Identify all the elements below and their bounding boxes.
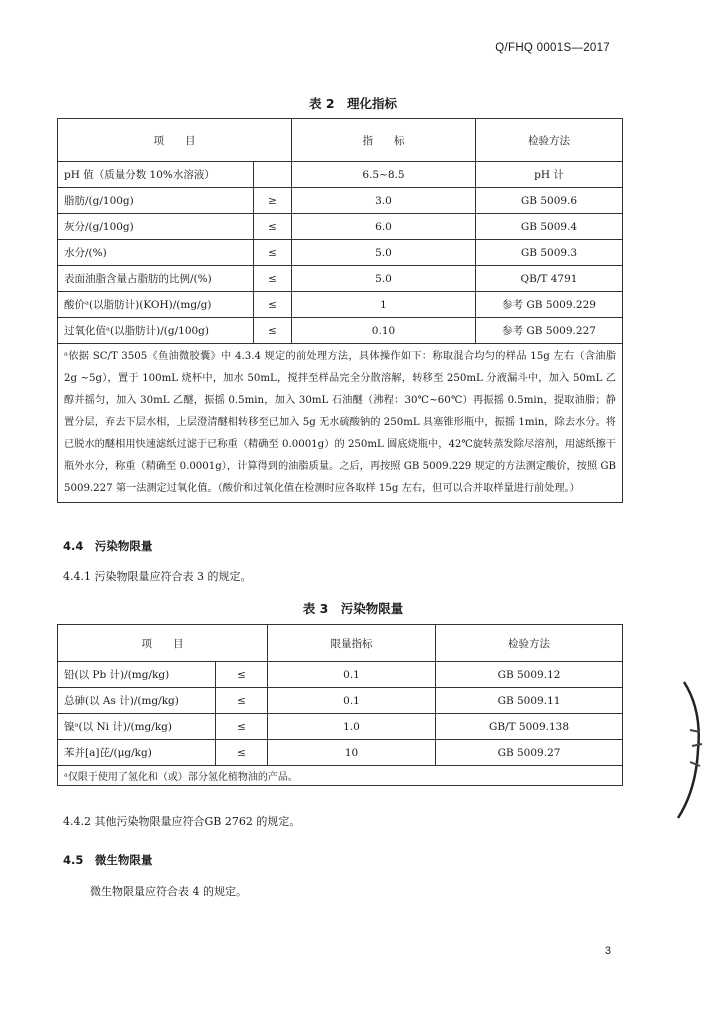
table3-header-row: [58, 625, 623, 662]
table3-note-row: [58, 766, 623, 786]
row-method: GB 5009.11: [436, 688, 623, 714]
row-op: ≥: [254, 188, 292, 214]
row-method: GB 5009.3: [476, 240, 623, 266]
table2-header-item: 项 目: [58, 119, 292, 162]
row-method: 参考 GB 5009.229: [476, 292, 623, 318]
table-row: [58, 318, 623, 344]
table2-header-method: 检验方法: [476, 119, 623, 162]
row-item: 脂肪/(g/100g): [58, 188, 254, 214]
table-row: [58, 162, 623, 188]
row-value: 10: [268, 740, 436, 766]
row-value: 1.0: [268, 714, 436, 740]
table-row: [58, 292, 623, 318]
table-row: [58, 266, 623, 292]
row-item: 苯并[a]芘/(μg/kg): [58, 740, 216, 766]
row-method: GB/T 5009.138: [436, 714, 623, 740]
row-item: 表面油脂含量占脂肪的比例/(%): [58, 266, 254, 292]
row-item: 水分/(%): [58, 240, 254, 266]
row-method: QB/T 4791: [476, 266, 623, 292]
row-value: 0.1: [268, 688, 436, 714]
row-value: 6.5~8.5: [292, 162, 476, 188]
paragraph-4-4-1: 4.4.1 污染物限量应符合表 3 的规定。: [63, 570, 252, 583]
row-op: ≤: [254, 318, 292, 344]
row-op: ≤: [216, 740, 268, 766]
row-method: GB 5009.27: [436, 740, 623, 766]
page-number: 3: [604, 945, 611, 957]
row-op: ≤: [216, 662, 268, 688]
table2-footnote: ᵃ依据 SC/T 3505《鱼油微胶囊》中 4.3.4 规定的前处理方法，具体操作如下：称取混合均匀的样品 15g 左右（含油脂 2g ~5g），置于 100mL 烧杯中，加水 50mL，搅拌至样品完全分散溶解，转移至 250mL 分液漏斗中，加入 50mL 乙醇并摇匀，加入 30mL 乙醚，振摇 0.5min，加入 30mL 石油醚（沸程：30℃~60℃）再振摇 0.5min，提取油脂；静置分层，弃去下层水相，上层澄清醚相转移至已加入 5g 无水硫酸钠的 250mL 具塞锥形瓶中，振摇 1min，除去水分。将已脱水的醚相用快速滤纸过滤于已称重（精确至 0.0001g）的 250mL 圆底烧瓶中，42℃旋转蒸发除尽溶剂，用滤纸擦干瓶外水分，称重（精确至 0.0001g），计算得到的油脂质量。之后，再按照 GB 5009.229 规定的方法测定酸价，按照 GB 5009.227 第一法测定过氧化值。（酸价和过氧化值在检测时应各取样 15g 左右，但可以合并取样量进行前处理。）: [58, 344, 623, 503]
table2-note-row: [58, 344, 623, 503]
row-item: 过氧化值ᵃ(以脂肪计)/(g/100g): [58, 318, 254, 344]
table3-caption: 表 3 污染物限量: [302, 601, 404, 616]
table-row: [58, 188, 623, 214]
table2: [57, 118, 623, 503]
row-op: ≤: [254, 266, 292, 292]
table-row: [58, 740, 623, 766]
row-method: 参考 GB 5009.227: [476, 318, 623, 344]
row-op: ≤: [216, 714, 268, 740]
row-op: [254, 162, 292, 188]
row-op: ≤: [254, 214, 292, 240]
row-item: 镍ᵃ(以 Ni 计)/(mg/kg): [58, 714, 216, 740]
row-method: GB 5009.12: [436, 662, 623, 688]
row-item: 酸价ᵃ(以脂肪计)(KOH)/(mg/g): [58, 292, 254, 318]
table3-header-item: 项 目: [58, 625, 268, 662]
table-row: [58, 240, 623, 266]
row-value: 5.0: [292, 240, 476, 266]
row-value: 3.0: [292, 188, 476, 214]
row-method: GB 5009.6: [476, 188, 623, 214]
table-row: [58, 688, 623, 714]
row-item: pH 值（质量分数 10%水溶液）: [58, 162, 254, 188]
paragraph-4-5: 微生物限量应符合表 4 的规定。: [90, 885, 247, 898]
row-value: 0.1: [268, 662, 436, 688]
section-4-4-title: 4.4 污染物限量: [63, 539, 153, 553]
standard-code: Q/FHQ 0001S—2017: [495, 42, 610, 54]
section-4-5-title: 4.5 微生物限量: [63, 853, 153, 867]
table3: [57, 624, 623, 786]
row-item: 铅(以 Pb 计)/(mg/kg): [58, 662, 216, 688]
table3-header-method: 检验方法: [436, 625, 623, 662]
table2-caption: 表 2 理化指标: [308, 96, 398, 111]
row-op: ≤: [216, 688, 268, 714]
table-row: [58, 214, 623, 240]
table3-header-limit: 限量指标: [268, 625, 436, 662]
binding-mark-icon: [676, 680, 706, 820]
table2-header-row: [58, 119, 623, 162]
row-value: 0.10: [292, 318, 476, 344]
row-op: ≤: [254, 240, 292, 266]
row-value: 6.0: [292, 214, 476, 240]
row-value: 1: [292, 292, 476, 318]
table3-footnote: ᵃ仅限于使用了氢化和（或）部分氢化植物油的产品。: [58, 766, 623, 786]
table-row: [58, 714, 623, 740]
row-method: pH 计: [476, 162, 623, 188]
row-method: GB 5009.4: [476, 214, 623, 240]
table2-header-indicator: 指 标: [292, 119, 476, 162]
row-value: 5.0: [292, 266, 476, 292]
paragraph-4-4-2: 4.4.2 其他污染物限量应符合GB 2762 的规定。: [63, 815, 301, 828]
row-item: 总砷(以 As 计)/(mg/kg): [58, 688, 216, 714]
table-row: [58, 662, 623, 688]
row-op: ≤: [254, 292, 292, 318]
row-item: 灰分/(g/100g): [58, 214, 254, 240]
